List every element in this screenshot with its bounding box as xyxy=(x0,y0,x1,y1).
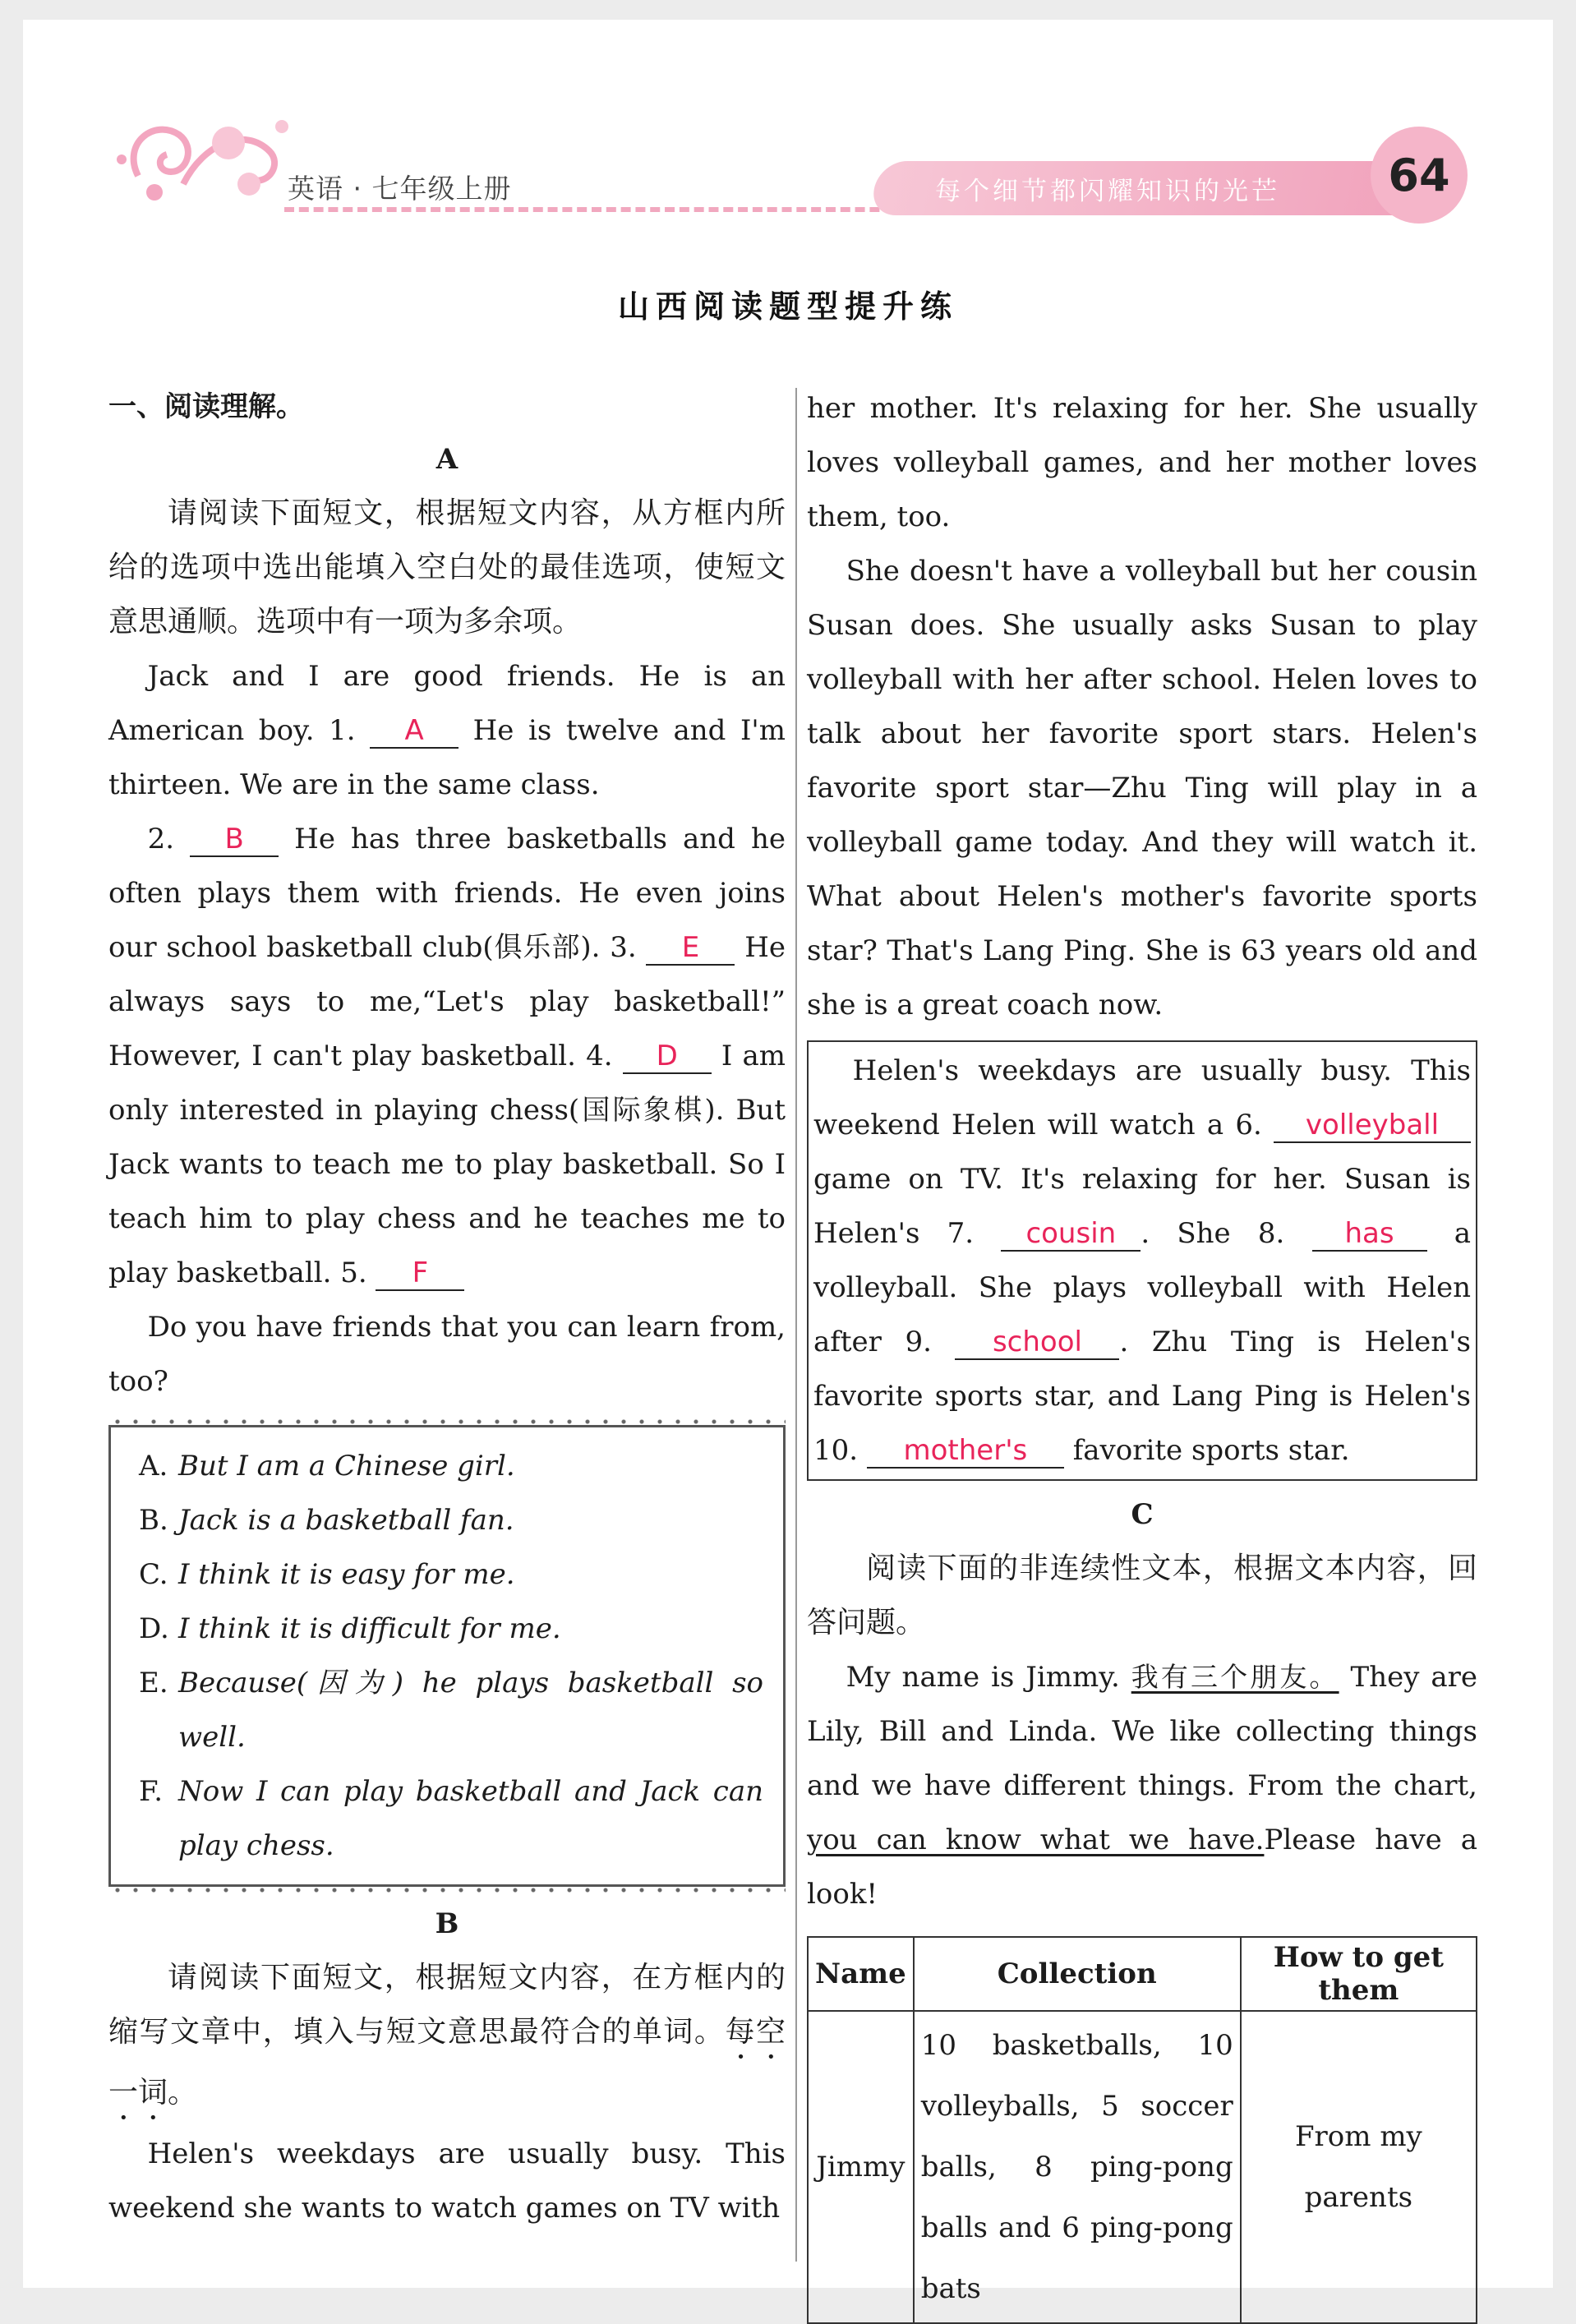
passage-a-instruction: 请阅读下面短文，根据短文内容，从方框内所给的选项中选出能填入空白处的最佳选项，使短文意思通顺。选项中有一项为多余项。 xyxy=(108,496,786,639)
options-box xyxy=(108,1425,786,1887)
answer-blank-10[interactable]: mother's xyxy=(867,1434,1064,1469)
right-column xyxy=(807,381,1477,2324)
answer-blank-6[interactable]: volleyball xyxy=(1274,1109,1471,1143)
header-how: How to get them xyxy=(1241,1937,1477,2011)
underlined-sentence-2: you can know what we have. xyxy=(807,1824,1265,1856)
passage-a-paragraph-3: Do you have friends that you can learn from, too? xyxy=(108,1311,786,1398)
collection-table xyxy=(807,1936,1477,2324)
option-b: B. Jack is a basketball fan. xyxy=(139,1504,514,1537)
passage-c-paragraph: My name is Jimmy. 我有三个朋友。 They are Lily, Bill and Linda. We like collecting things and we have different things. From the chart, you can know what we have.Please have a look! xyxy=(807,1661,1478,1911)
cell-how: From my parents xyxy=(1241,2011,1477,2323)
answer-blank-8[interactable]: has xyxy=(1312,1217,1427,1252)
option-c: C. I think it is easy for me. xyxy=(139,1558,515,1591)
passage-a-heading: A xyxy=(435,443,459,476)
answer-blank-9[interactable]: school xyxy=(955,1326,1119,1360)
passage-b-instruction: 请阅读下面短文，根据短文内容，在方框内的缩写文章中，填入与短文意思最符合的单词。每空一词。 xyxy=(108,1961,786,2110)
header-collection: Collection xyxy=(914,1937,1241,2011)
motto-text: 每个细节都闪耀知识的光芒 xyxy=(935,177,1280,206)
option-a: A. But I am a Chinese girl. xyxy=(139,1450,515,1482)
answer-blank-3[interactable]: E xyxy=(646,931,735,966)
option-d: D. I think it is difficult for me. xyxy=(139,1612,561,1645)
passage-b-paragraph-2: She doesn't have a volleyball but her cousin Susan does. She usually asks Susan to play volleyball with her after school. Helen loves to talk about her favorite sport stars. Helen's favorite sport star—Zhu Ting will play in a volleyball game today. And they will watch it. What about Helen's mother's favorite sports star? That's Lang Ping. She is 63 years old and she is a great coach now. xyxy=(807,555,1477,1021)
book-title: 英语 · 七年级上册 xyxy=(288,173,512,205)
passage-a-paragraph-2: 2. B He has three basketballs and he often plays them with friends. He even joins our school basketball club(俱乐部). 3. E He always says to me,“Let's play basketball!” However, I can't play basketball. 4. D I am only interested in playing chess(国际象棋). But Jack wants to teach me to play basketball. So I teach him to play chess and he teaches me to play basketball. 5. F xyxy=(108,823,786,1289)
passage-b-paragraph-1-end: her mother. It's relaxing for her. She usually loves volleyball games, and her mother loves them, too. xyxy=(807,392,1477,533)
summary-text: Helen's weekdays are usually busy. This weekend Helen will watch a 6. volleyball game on TV. It's relaxing for her. Susan is Helen's 7. cousin . She 8. has a volleyball. She plays volleyball with Helen after 9. school . Zhu Ting is Helen's favorite sports star, and Lang Ping is Helen's 10. mother's favorite sports star. xyxy=(813,1054,1472,1467)
option-e: E. Because(因为) he plays basketball so well. xyxy=(139,1667,763,1754)
answer-blank-2[interactable]: B xyxy=(190,823,279,857)
table-row xyxy=(808,2011,1477,2323)
header-name: Name xyxy=(808,1937,914,2011)
passage-c-heading: C xyxy=(1131,1498,1154,1531)
cell-collection: 10 basketballs, 10 volleyballs, 5 soccer balls, 8 ping-pong balls and 6 ping-pong bats xyxy=(914,2011,1241,2323)
option-f: F. Now I can play basketball and Jack can play chess. xyxy=(139,1775,763,1862)
passage-c-instruction: 阅读下面的非连续性文本，根据文本内容，回答问题。 xyxy=(807,1552,1477,1639)
passage-b-paragraph-1-start: Helen's weekdays are usually busy. This weekend she wants to watch games on TV with xyxy=(108,2137,786,2225)
passage-a-paragraph-1: Jack and I are good friends. He is an American boy. 1. A He is twelve and I'm thirteen. We are in the same class. xyxy=(108,660,786,801)
underlined-sentence-1: 我有三个朋友。 xyxy=(1131,1661,1339,1693)
part-title: 一、阅读理解。 xyxy=(108,390,304,423)
answer-blank-4[interactable]: D xyxy=(623,1040,712,1074)
answer-blank-5[interactable]: F xyxy=(376,1257,464,1291)
answer-blank-7[interactable]: cousin xyxy=(1001,1217,1141,1252)
page-number-badge: 64 xyxy=(1371,127,1468,224)
workbook-page xyxy=(23,20,1553,2305)
section-title: 山西阅读题型提升练 xyxy=(617,288,958,325)
column-divider xyxy=(795,388,797,2262)
one-word-emphasis: 每空一词 xyxy=(108,2015,786,2110)
answer-blank-1[interactable]: A xyxy=(370,714,459,749)
left-column xyxy=(108,381,786,2235)
cell-name: Jimmy xyxy=(808,2011,914,2323)
floral-ornament-icon xyxy=(105,94,302,217)
summary-box xyxy=(807,1040,1477,1481)
table-header-row xyxy=(808,1937,1477,2011)
passage-b-heading: B xyxy=(435,1907,459,1940)
header-dashed-rule xyxy=(284,207,909,212)
